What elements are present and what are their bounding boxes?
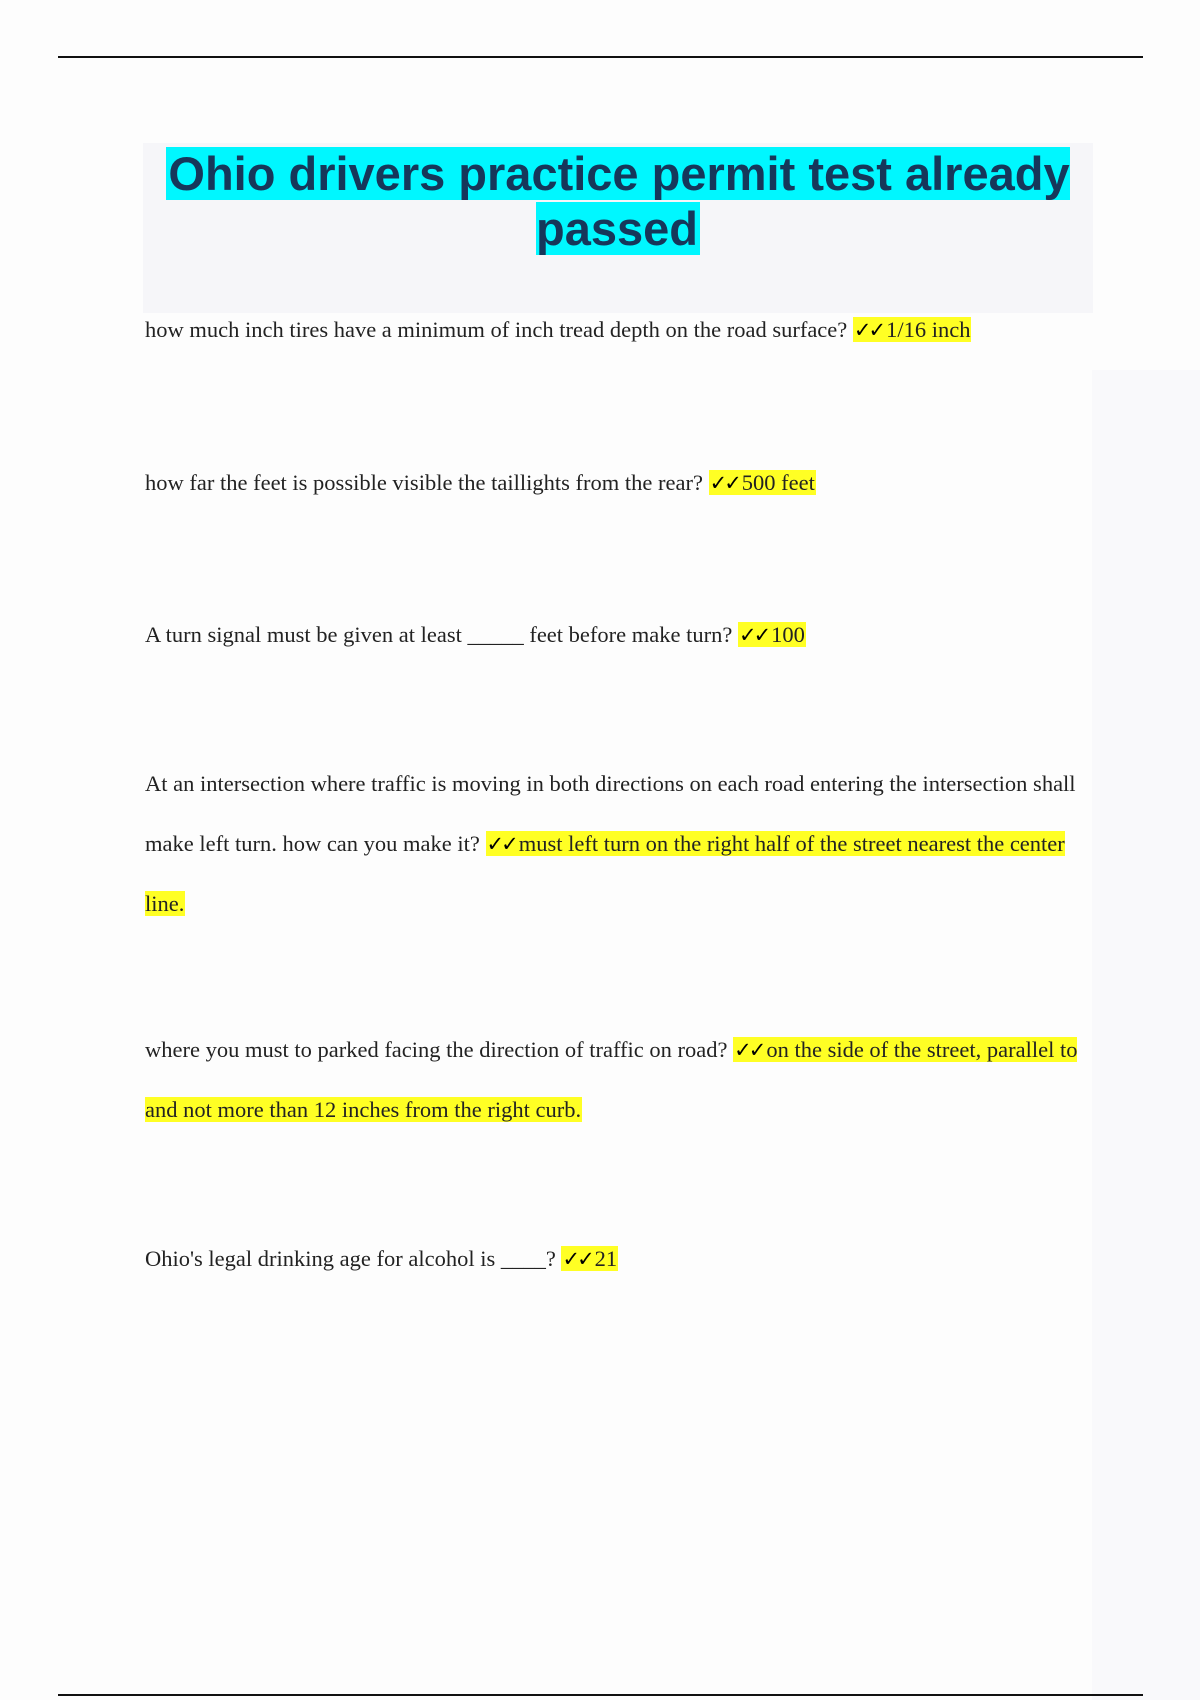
right-margin-panel — [1092, 370, 1200, 1700]
answer-highlight — [738, 622, 806, 647]
question-text: how far the feet is possible visible the taillights from the rear? — [145, 470, 709, 495]
bottom-rule — [58, 1694, 1143, 1696]
answer-highlight — [853, 317, 972, 342]
question-text: A turn signal must be given at least _____ feet before make turn? — [145, 622, 738, 647]
answer-highlight — [709, 470, 816, 495]
question-text: At an intersection where traffic is moving in both directions on each road entering the intersection shall make left turn. how can you make it? — [145, 771, 1076, 856]
qa-item — [145, 754, 1095, 934]
qa-item — [145, 1020, 1095, 1140]
answer-text: on the side of the street, parallel to and not more than 12 inches from the right curb. — [145, 1037, 1078, 1122]
answer-text: must left turn on the right half of the street nearest the center line. — [145, 831, 1065, 916]
answer-text: 1/16 inch — [886, 317, 971, 342]
qa-item — [145, 453, 1095, 513]
answer-text: 100 — [771, 622, 805, 647]
qa-item — [145, 300, 1095, 360]
question-text: where you must to parked facing the direction of traffic on road? — [145, 1037, 734, 1062]
double-check-icon: ✓✓ — [734, 1038, 764, 1062]
top-rule — [58, 56, 1143, 58]
double-check-icon: ✓✓ — [709, 471, 739, 495]
qa-item — [145, 605, 1095, 665]
double-check-icon: ✓✓ — [738, 623, 769, 647]
answer-text: 500 feet — [741, 470, 815, 495]
page-title-text: Ohio drivers practice permit test already passed — [168, 147, 1070, 255]
question-text: how much inch tires have a minimum of inch tread depth on the road surface? — [145, 317, 853, 342]
qa-item — [145, 1229, 1095, 1289]
page-title — [143, 143, 1093, 256]
answer-text: 21 — [594, 1246, 618, 1271]
double-check-icon: ✓✓ — [853, 318, 884, 342]
double-check-icon: ✓✓ — [486, 832, 516, 856]
question-text: Ohio's legal drinking age for alcohol is ____? — [145, 1246, 562, 1271]
double-check-icon: ✓✓ — [562, 1247, 592, 1271]
answer-highlight — [561, 1246, 618, 1271]
title-block — [143, 143, 1093, 313]
